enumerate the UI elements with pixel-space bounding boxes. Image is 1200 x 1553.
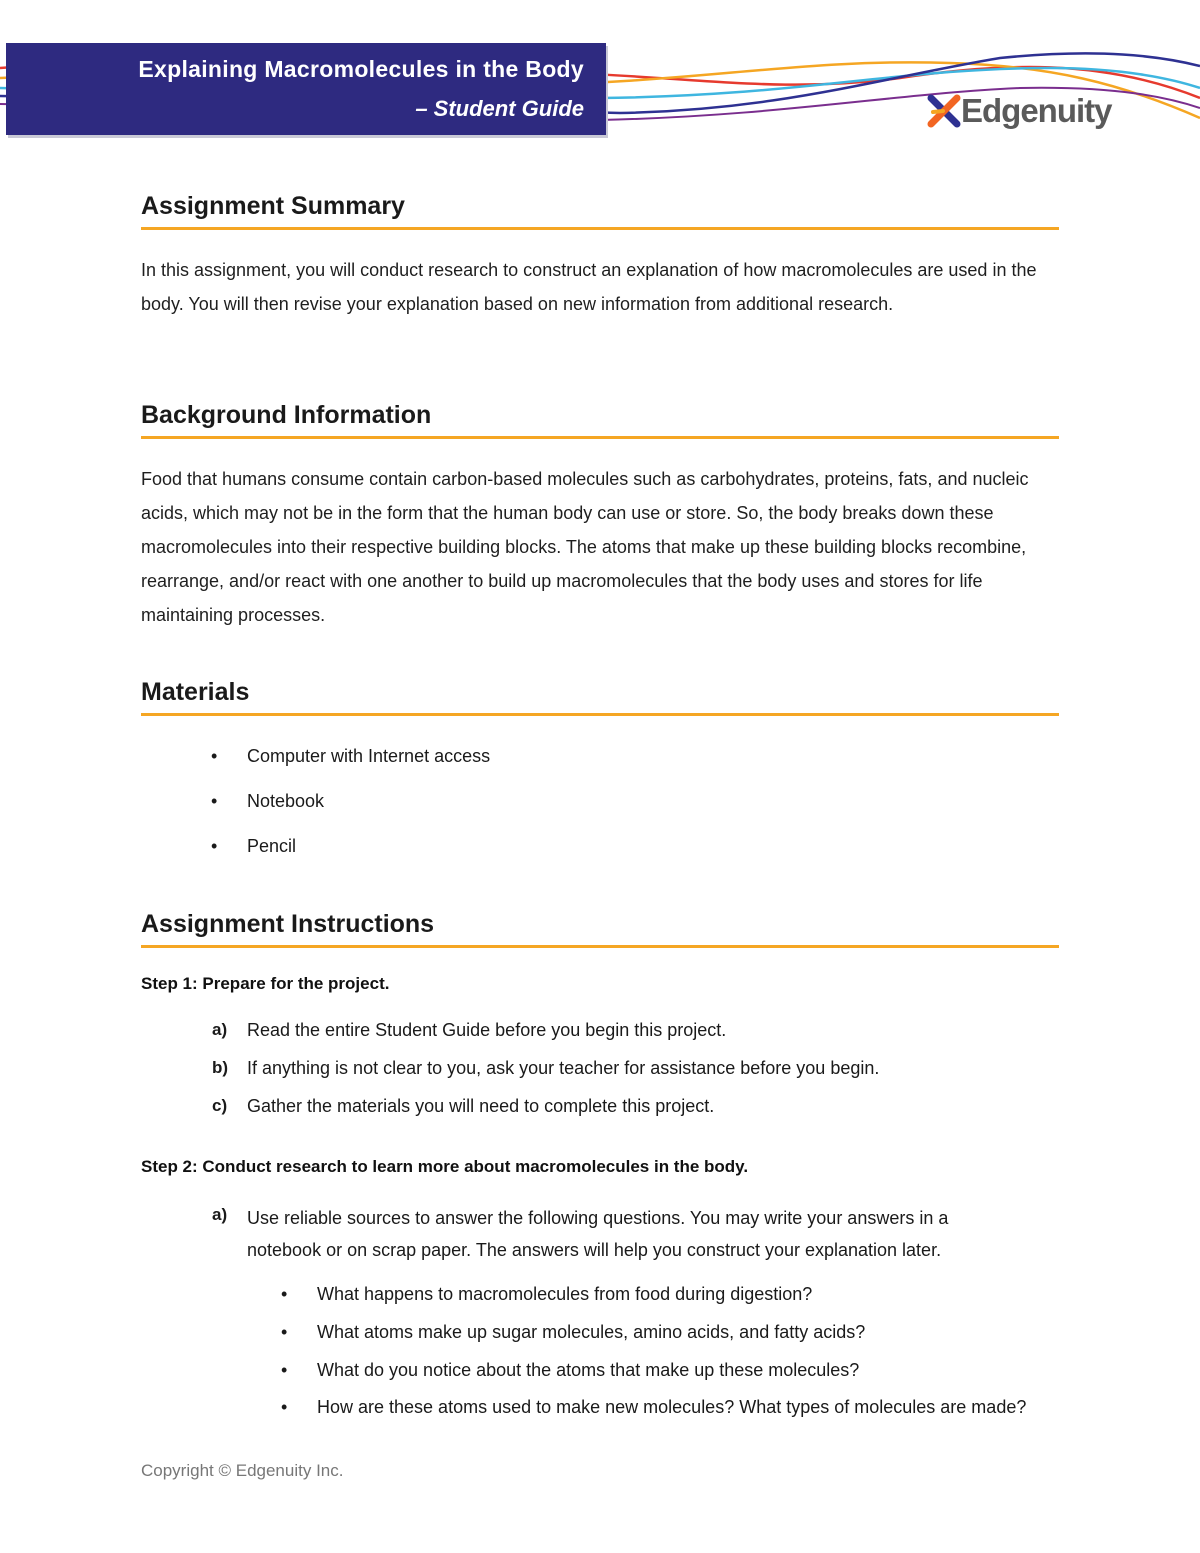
title-banner: [6, 43, 606, 135]
list-item: [141, 1017, 1059, 1055]
step-marker: b): [212, 1058, 229, 1077]
step-marker: c): [212, 1096, 228, 1115]
background-text: Food that humans consume contain carbon-based molecules such as carbohydrates, proteins, fats, and nucleic acids, which may not be in the form that the human body can use or store. So, the body breaks down these macromolecules into their respective building blocks. The atoms that make up these building blocks recombine, rearrange, and/or react with one another to build up macromolecules that the body uses and stores for life maintaining processes.: [141, 469, 1029, 625]
copyright-footer: Copyright © Edgenuity Inc.: [141, 1461, 344, 1480]
bullet-icon: •: [211, 836, 218, 856]
document-subtitle: – Student Guide: [415, 96, 584, 121]
list-item: [141, 1055, 1059, 1093]
bullet-icon: •: [211, 791, 218, 811]
step2-title: Step 2: Conduct research to learn more about macromolecules in the body.: [141, 1157, 749, 1176]
step-marker: a): [212, 1205, 228, 1224]
bullet-icon: •: [281, 1322, 288, 1342]
step-text: If anything is not clear to you, ask your teacher for assistance before you begin.: [247, 1058, 880, 1078]
step-text: Use reliable sources to answer the following questions. You may write your answers in a notebook or on scrap paper. The answers will help you construct your explanation later.: [247, 1208, 949, 1260]
document-title: Explaining Macromolecules in the Body: [138, 56, 584, 82]
bullet-icon: •: [211, 746, 218, 766]
step1-title: Step 1: Prepare for the project.: [141, 974, 390, 993]
list-item: [141, 1357, 1059, 1394]
question-text: What happens to macromolecules from food during digestion?: [317, 1284, 813, 1304]
question-text: How are these atoms used to make new molecules? What types of molecules are made?: [317, 1397, 1027, 1417]
list-item: [141, 743, 1059, 788]
materials-heading: Materials: [141, 679, 1059, 716]
summary-heading: Assignment Summary: [141, 193, 1059, 230]
summary-text: In this assignment, you will conduct research to construct an explanation of how macromolecules are used in the body. You will then revise your explanation based on new information from additional research.: [141, 260, 1037, 314]
background-heading: Background Information: [141, 402, 1059, 439]
research-questions-list: [141, 1281, 1059, 1420]
material-item: Computer with Internet access: [247, 746, 491, 766]
step-text: Gather the materials you will need to complete this project.: [247, 1096, 715, 1116]
logo-wordmark: Edgenuity: [961, 91, 1112, 129]
material-item: Pencil: [247, 836, 297, 856]
list-item: [141, 1093, 1059, 1131]
list-item: [141, 1281, 1059, 1319]
step-text: Read the entire Student Guide before you begin this project.: [247, 1020, 727, 1040]
list-item: [141, 788, 1059, 833]
instructions-heading: Assignment Instructions: [141, 911, 1059, 948]
materials-list: [141, 743, 1059, 878]
edgenuity-x-icon: [927, 92, 961, 128]
material-item: Notebook: [247, 791, 325, 811]
question-text: What atoms make up sugar molecules, amino acids, and fatty acids?: [317, 1322, 866, 1342]
bullet-icon: •: [281, 1397, 288, 1417]
question-text: What do you notice about the atoms that make up these molecules?: [317, 1360, 860, 1380]
bullet-icon: •: [281, 1360, 288, 1380]
step1-list: [141, 1017, 1059, 1131]
list-item: [141, 1319, 1059, 1357]
edgenuity-logo: [927, 90, 1112, 130]
list-item: [141, 1394, 1059, 1420]
step-marker: a): [212, 1020, 228, 1039]
list-item: [141, 833, 1059, 878]
bullet-icon: •: [281, 1284, 288, 1304]
